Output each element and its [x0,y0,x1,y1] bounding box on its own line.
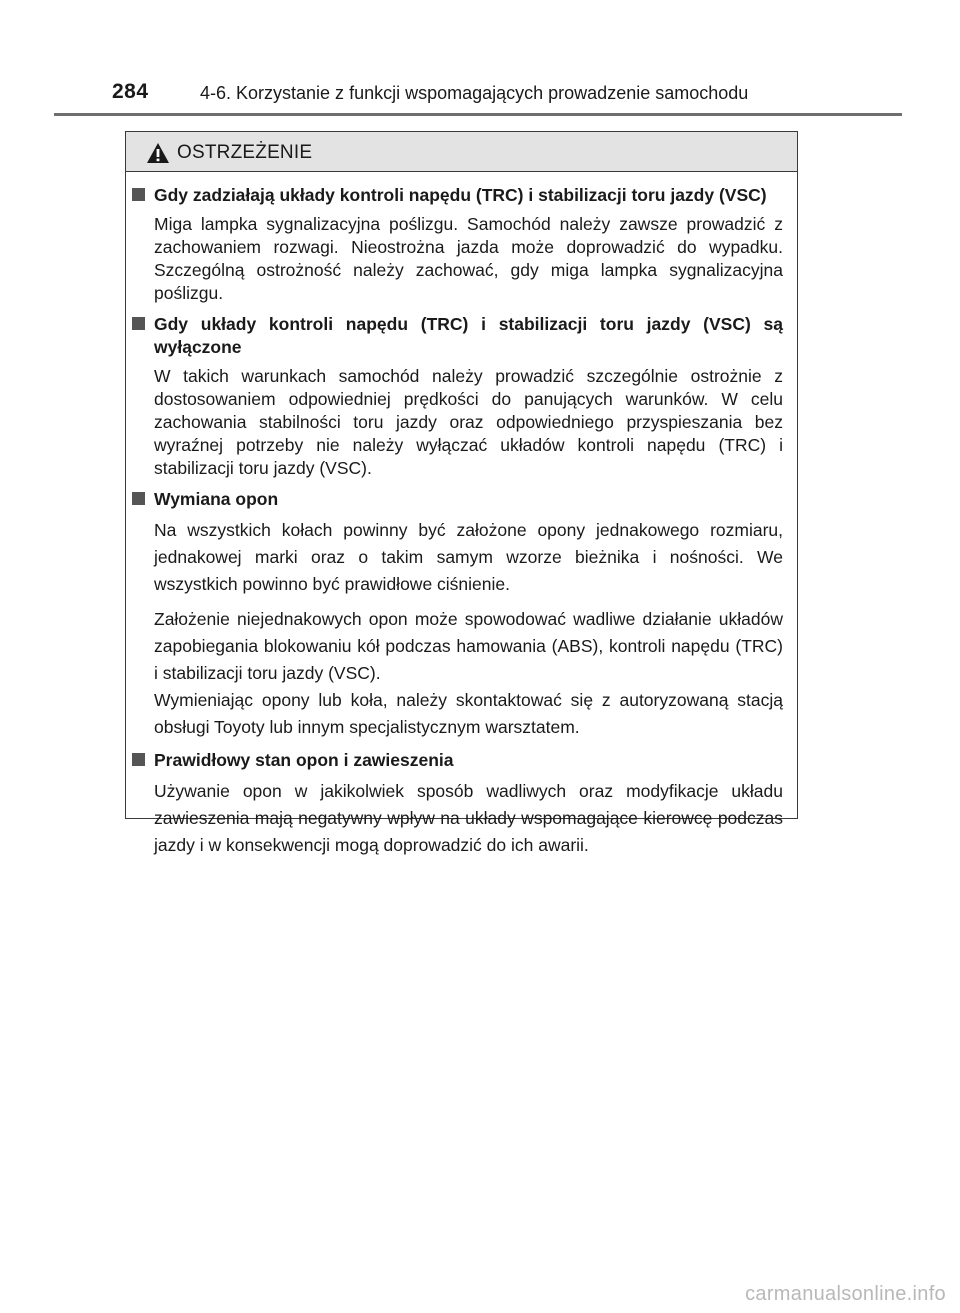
section-title: 4-6. Korzystanie z funkcji wspomagających prowadzenie samochodu [200,83,749,103]
section-paragraph: Założenie niejednakowych opon może spowodować wadliwe działanie układów zapobiegania blokowaniu kół podczas hamowania (ABS), kontroli napędu (TRC) i stabilizacji toru jazdy (VSC). [154,609,783,683]
warning-section-tire-suspension [132,749,783,859]
section-heading: Wymiana opon [154,489,279,509]
square-bullet-icon [132,188,145,201]
header-divider [54,113,902,116]
section-heading: Prawidłowy stan opon i zawieszenia [154,750,454,770]
watermark: carmanualsonline.info [745,1283,946,1305]
warning-triangle-icon [146,142,170,164]
page-number: 284 [112,80,149,103]
square-bullet-icon [132,492,145,505]
section-heading: Gdy zadziałają układy kontroli napędu (TRC) i stabilizacji toru jazdy (VSC) [154,185,767,205]
section-paragraph: W takich warunkach samochód należy prowadzić szczególnie ostrożnie z dostosowaniem odpowiedniej prędkości do panujących warunków. W celu zachowania stabilności toru jazdy oraz odpowiedniego przyspieszania bez wyraźnej potrzeby nie należy wyłączać układów kontroli napędu (TRC) i stabilizacji toru jazdy (VSC). [154,366,783,478]
warning-section-trc-vsc-off [132,313,783,480]
warning-title: OSTRZEŻENIE [177,142,313,163]
square-bullet-icon [132,753,145,766]
warning-body [126,172,797,859]
section-paragraph: Miga lampka sygnalizacyjna poślizgu. Samochód należy zawsze prowadzić z zachowaniem rozwagi. Nieostrożna jazda może doprowadzić do wypadku. Szczególną ostrożność należy zachować, gdy miga lampka sygnalizacyjna poślizgu. [154,214,783,303]
warning-header [126,132,797,172]
section-paragraph: Używanie opon w jakikolwiek sposób wadliwych oraz modyfikacje układu zawieszenia mają negatywny wpływ na układy wspomagające kierowcę podczas jazdy i w konsekwencji mogą doprowadzić do ich awarii. [154,781,783,855]
warning-box [125,131,798,855]
section-heading: Gdy układy kontroli napędu (TRC) i stabilizacji toru jazdy (VSC) są wyłączone [154,314,783,357]
section-paragraph: Wymieniając opony lub koła, należy skontaktować się z autoryzowaną stacją obsługi Toyoty lub innym specjalistycznym warsztatem. [154,690,783,737]
warning-section-trc-vsc-active [132,184,783,305]
warning-section-tire-replacement [132,488,783,741]
section-paragraph: Na wszystkich kołach powinny być założone opony jednakowego rozmiaru, jednakowej marki oraz o takim samym wzorze bieżnika i nośności. We wszystkich powinno być prawidłowe ciśnienie. [154,520,783,594]
page-header [112,76,902,112]
square-bullet-icon [132,317,145,330]
